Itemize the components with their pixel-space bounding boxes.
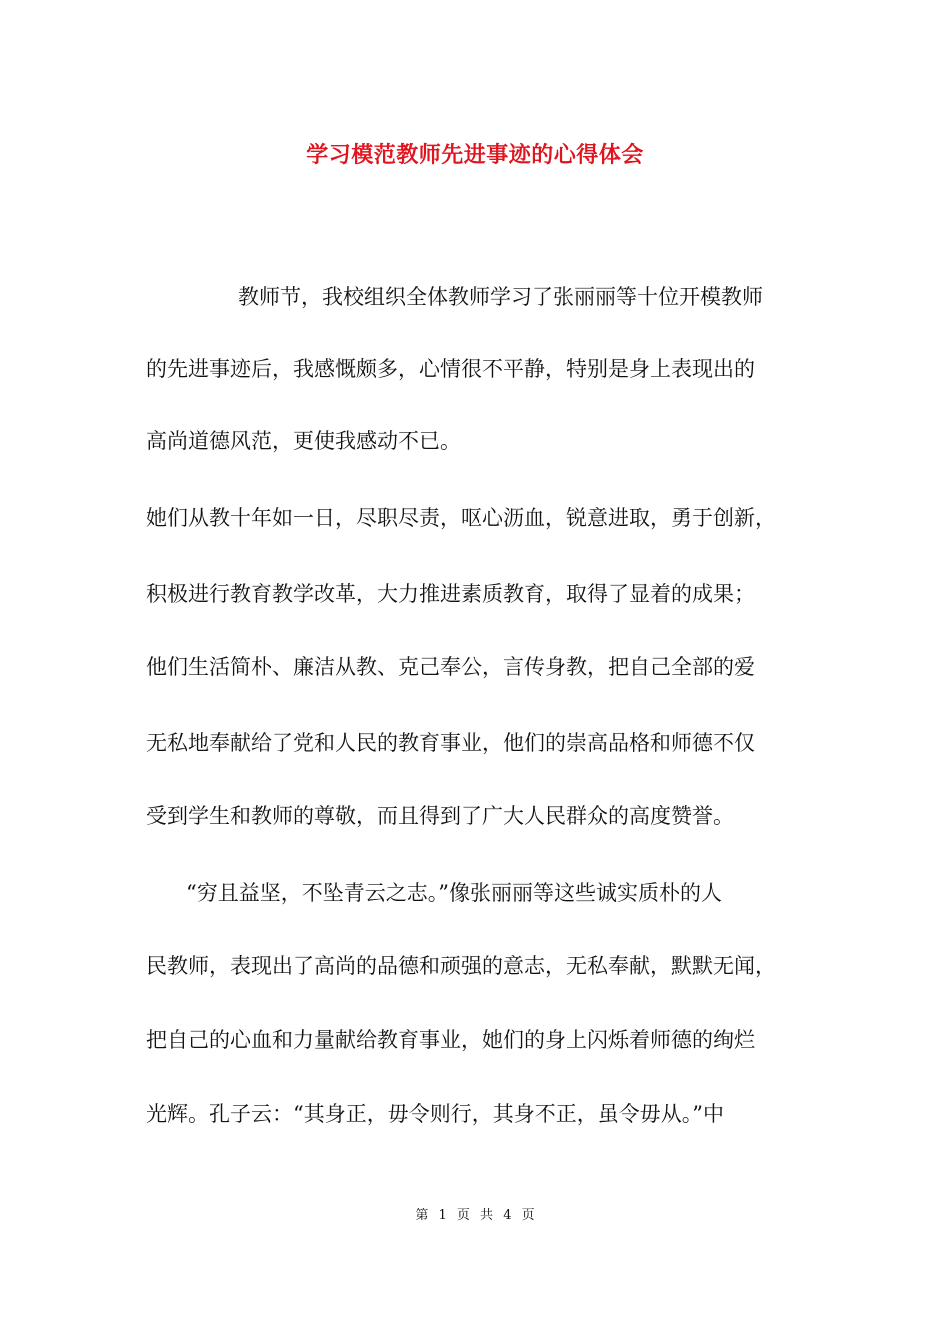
body-line: 受到学生和教师的尊敬，而且得到了广大人民群众的高度赞誉。 [146, 804, 734, 828]
body-line: 她们从教十年如一日，尽职尽责，呕心沥血，锐意进取，勇于创新， [146, 506, 776, 530]
body-line: 把自己的心血和力量献给教育事业，她们的身上闪烁着师德的绚烂 [146, 1028, 755, 1052]
body-line: 高尚道德风范，更使我感动不已。 [146, 429, 461, 453]
body-line: 他们生活简朴、廉洁从教、克己奉公，言传身教，把自己全部的爱 [146, 655, 755, 679]
body-line: 教师节，我校组织全体教师学习了张丽丽等十位开模教师 [238, 285, 763, 309]
body-line: “穷且益坚，不坠青云之志。”像张丽丽等这些诚实质朴的人 [186, 881, 722, 905]
body-line: 积极进行教育教学改革，大力推进素质教育，取得了显着的成果； [146, 582, 755, 606]
document-title: 学习模范教师先进事迹的心得体会 [306, 142, 644, 168]
body-line: 的先进事迹后，我感慨颇多，心情很不平静，特别是身上表现出的 [146, 357, 755, 381]
body-line: 民教师，表现出了高尚的品德和顽强的意志，无私奉献，默默无闻， [146, 954, 776, 978]
body-line: 光辉。孔子云：“其身正，毋令则行，其身不正，虽令毋从。”中 [146, 1102, 724, 1126]
page-number: 第 1 页 共 4 页 [415, 1208, 535, 1223]
body-line: 无私地奉献给了党和人民的教育事业，他们的崇高品格和师德不仅 [146, 731, 755, 755]
